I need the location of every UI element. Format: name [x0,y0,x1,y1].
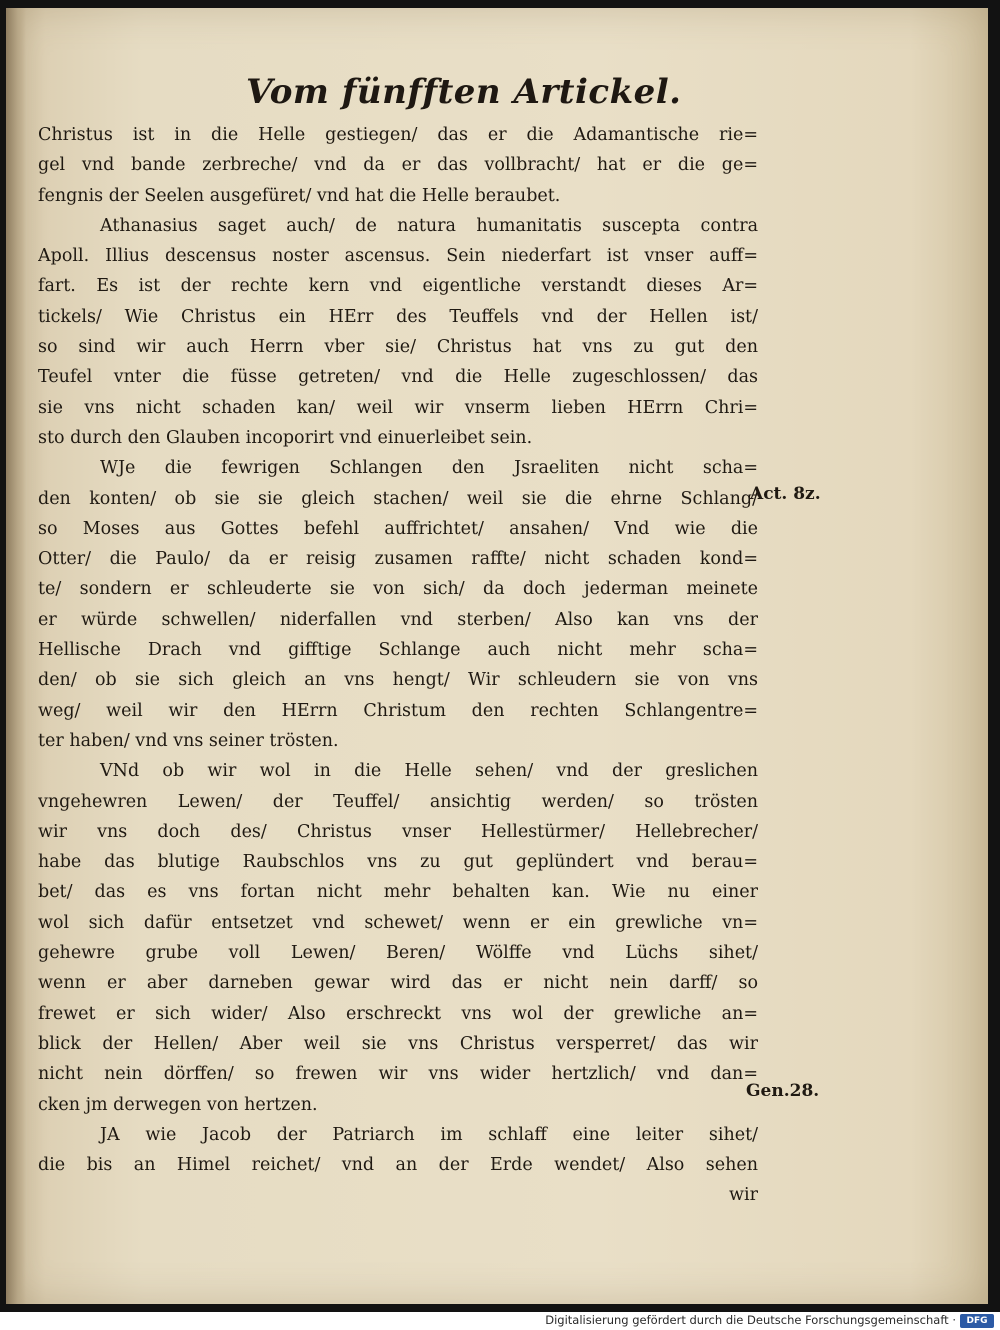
page-body [38,120,758,1211]
text-line: fengnis der Seelen ausgefüret/ vnd hat die Helle beraubet. [38,185,561,206]
text-line: habe das blutige Raubschlos vns zu gut geplündert vnd berau= [38,852,758,873]
text-line: weg/ weil wir den HErrn Christum den rechten Schlangentre= [38,700,758,721]
footer-credit: Digitalisierung gefördert durch die Deutsche Forschungsgemeinschaft · [545,1313,956,1327]
text-line: blick der Hellen/ Aber weil sie vns Christus versperret/ das wir [38,1033,758,1054]
text-line: sto durch den Glauben incoporirt vnd einuerleibet sein. [38,427,533,448]
text-line: gel vnd bande zerbreche/ vnd da er das vollbracht/ hat er die ge= [38,155,758,176]
text-line: Otter/ die Paulo/ da er reisig zusamen raffte/ nicht schaden kond= [38,549,758,570]
footer-bar [0,1312,1000,1330]
text-line: Christus ist in die Helle gestiegen/ das er die Adamantische rie= [38,125,758,145]
margin-note-genesis: Gen.28. [746,1081,820,1101]
text-line: gehewre grube voll Lewen/ Beren/ Wölffe vnd Lüchs sihet/ [38,943,758,964]
text-line: sie vns nicht schaden kan/ weil wir vnserm lieben HErrn Chri= [38,397,758,418]
text-line: JA wie Jacob der Patriarch im schlaff eine leiter sihet/ [100,1124,758,1145]
text-line: Athanasius saget auch/ de natura humanitatis suscepta contra [100,215,758,236]
text-line: so Moses aus Gottes befehl auffrichtet/ ansahen/ Vnd wie die [38,518,758,539]
text-line: tickels/ Wie Christus ein HErr des Teuffels vnd der Hellen ist/ [38,306,758,327]
text-line: Apoll. Illius descensus noster ascensus. Sein niederfart ist vnser auff= [38,246,758,267]
text-line: bet/ das es vns fortan nicht mehr behalten kan. Wie nu einer [38,882,758,903]
text-line: ter haben/ vnd vns seiner trösten. [38,730,339,751]
catchword: wir [729,1185,758,1206]
text-line: so sind wir auch Herrn vber sie/ Christus hat vns zu gut den [38,337,758,358]
text-line: wenn er aber darneben gewar wird das er nicht nein darff/ so [38,973,758,994]
page-gutter [6,8,26,1304]
text-line: vngehewren Lewen/ der Teuffel/ ansichtig werden/ so trösten [38,791,758,812]
dfg-logo-icon: DFG [960,1314,994,1328]
text-line: VNd ob wir wol in die Helle sehen/ vnd der greslichen [100,761,758,782]
text-line: WJe die fewrigen Schlangen den Jsraeliten nicht scha= [100,458,758,479]
text-line: wol sich dafür entsetzet vnd schewet/ wenn er ein grewliche vn= [38,912,758,933]
text-line: frewet er sich wider/ Also erschreckt vns wol der grewliche an= [38,1003,758,1024]
text-line: wir vns doch des/ Christus vnser Hellestürmer/ Hellebrecher/ [38,821,758,842]
text-line: Teufel vnter die füsse getreten/ vnd die Helle zugeschlossen/ das [38,367,758,388]
text-line: den/ ob sie sich gleich an vns hengt/ Wir schleudern sie von vns [38,670,758,691]
text-line: cken jm derwegen von hertzen. [38,1094,318,1115]
text-line: den konten/ ob sie sie gleich stachen/ weil sie die ehrne Schlang/ [38,488,758,509]
text-line: die bis an Himel reichet/ vnd an der Erde wendet/ Also sehen [38,1155,758,1176]
page-heading: Vom fünfften Artickel. [246,72,682,112]
margin-note-acts: Act. 8z. [750,484,821,504]
text-line: te/ sondern er schleuderte sie von sich/ da doch jederman meinete [38,579,758,600]
text-line: er würde schwellen/ niderfallen vnd sterben/ Also kan vns der [38,609,758,630]
text-line: Hellische Drach vnd gifftige Schlange auch nicht mehr scha= [38,640,758,661]
text-line: nicht nein dörffen/ so frewen wir vns wider hertzlich/ vnd dan= [38,1064,758,1085]
text-line: fart. Es ist der rechte kern vnd eigentliche verstandt dieses Ar= [38,276,758,297]
